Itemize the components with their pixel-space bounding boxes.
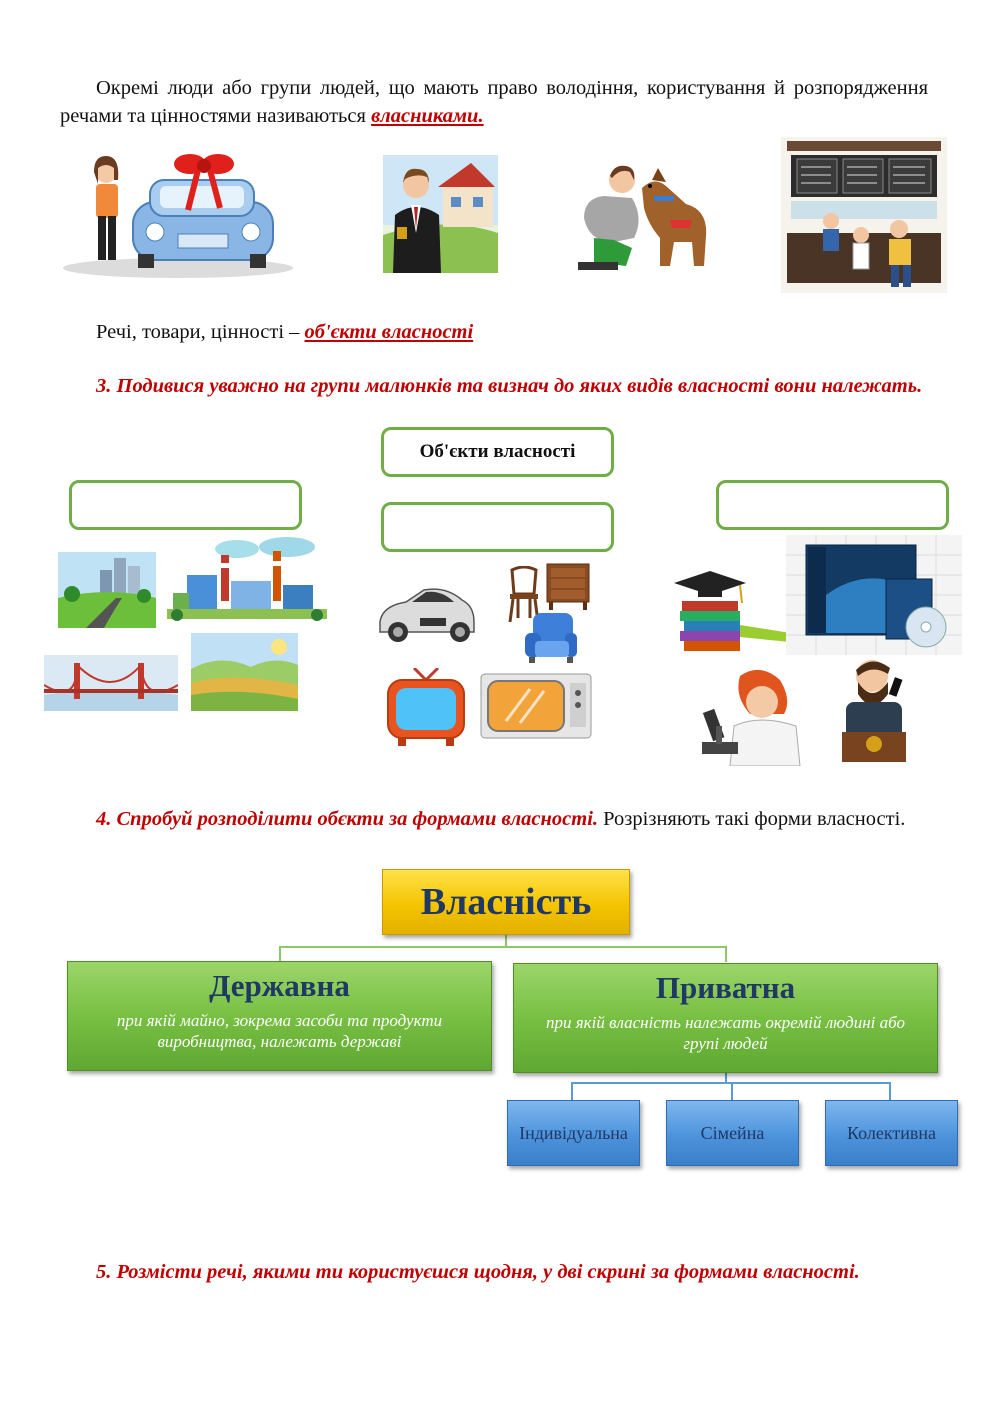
collective-label: Колективна <box>847 1122 936 1143</box>
woman-car-gift-image <box>58 150 293 280</box>
objects-paragraph <box>60 318 928 346</box>
task3-text: 3. Подивися уважно на групи малюнків та визнач до яких видів власності вони належать. <box>96 375 923 397</box>
owners-text: Окремі люди або групи людей, що мають право володіння, користування й розпорядження речами та цінностями називаються <box>60 77 928 127</box>
factory-image <box>167 535 327 625</box>
objects-term: об'єкти власності <box>304 321 474 343</box>
connector-horizontal <box>279 946 727 948</box>
family-label: Сімейна <box>700 1122 765 1143</box>
road-city-image <box>58 552 156 628</box>
family-node <box>666 1100 799 1166</box>
realtor-house-image <box>383 155 498 273</box>
individual-node <box>507 1100 640 1166</box>
connector-family <box>731 1082 733 1100</box>
task4-paragraph <box>60 805 928 833</box>
objects-text: Речі, товари, цінності – <box>96 321 305 343</box>
task4-text: Розрізняють такі форми власності. <box>598 808 906 830</box>
objects-of-property-text: Об'єкти власності <box>419 441 576 462</box>
tv-image <box>386 668 466 746</box>
connector-state <box>279 946 281 962</box>
scientist-microscope-image <box>700 666 808 766</box>
private-description: при якій власність належать окремій людині або групі людей <box>546 1013 905 1053</box>
answer-box-center[interactable] <box>381 502 614 552</box>
task3-instruction <box>60 372 928 400</box>
state-description: при якій майно, зокрема засоби та продукти виробництва, належать державі <box>116 1011 443 1051</box>
man-dog-image <box>574 158 724 274</box>
car-image <box>376 582 476 644</box>
state-title: Державна <box>209 968 350 1003</box>
task5-instruction <box>60 1258 928 1286</box>
fields-landscape-image <box>191 633 298 711</box>
shop-counter-image <box>781 137 947 293</box>
answer-box-left[interactable] <box>69 480 302 530</box>
answer-box-right[interactable] <box>716 480 949 530</box>
connector-collective <box>889 1082 891 1100</box>
connector-private <box>725 946 727 962</box>
objects-of-property-label <box>381 427 614 477</box>
private-property-node <box>513 963 938 1073</box>
state-property-node <box>67 961 492 1071</box>
property-root-label: Власність <box>420 881 592 923</box>
owners-paragraph <box>60 74 928 130</box>
microwave-image <box>480 673 592 739</box>
task5-text: 5. Розмісти речі, якими ти користуєшся щодня, у дві скрині за формами власності. <box>96 1261 860 1283</box>
armchair-image <box>521 611 578 663</box>
dresser-image <box>545 562 591 610</box>
task4-lead: 4. Спробуй розподілити обєкти за формами власності. <box>96 808 599 830</box>
collective-node <box>825 1100 958 1166</box>
inventor-telephone-image <box>832 652 918 764</box>
connector-individual <box>571 1082 573 1100</box>
connector-root <box>505 933 507 947</box>
individual-label: Індивідуальна <box>519 1122 628 1143</box>
owners-term: власниками. <box>371 105 484 127</box>
property-root-node <box>382 869 630 935</box>
software-box-image <box>786 535 962 655</box>
bridge-image <box>44 655 178 711</box>
private-title: Приватна <box>655 970 796 1005</box>
